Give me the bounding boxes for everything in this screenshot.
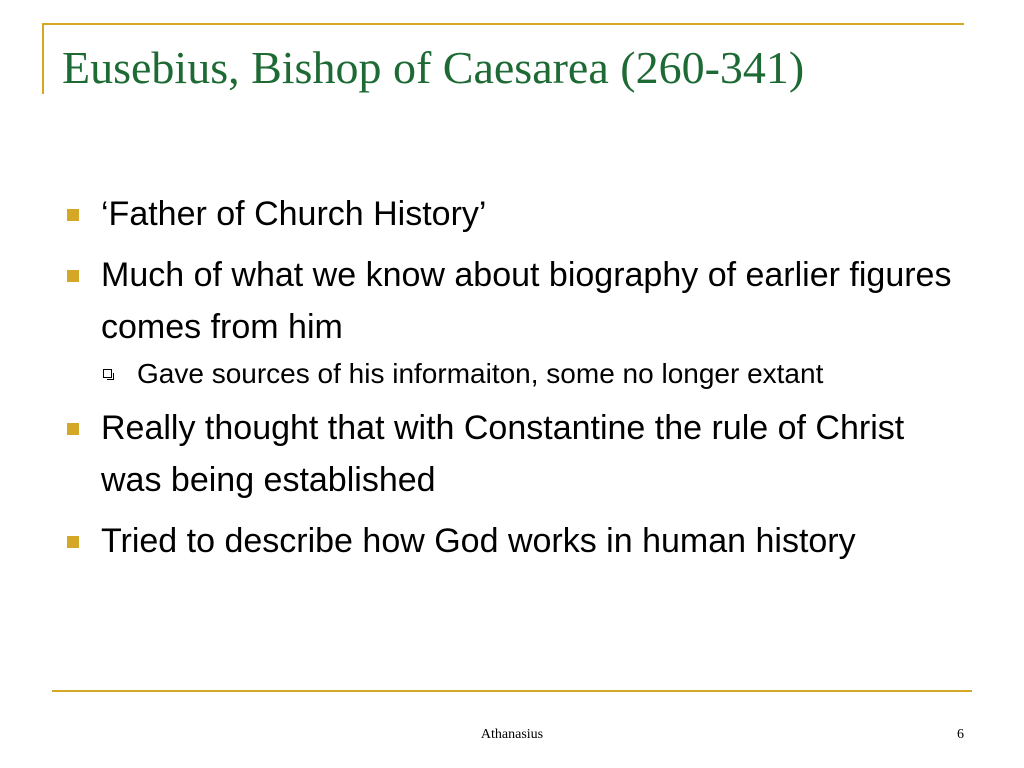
footer-rule	[52, 690, 972, 692]
sub-bullet-text: Gave sources of his informaiton, some no longer extant	[137, 358, 824, 389]
square-bullet-icon	[67, 209, 79, 221]
title-frame-left-rule	[42, 23, 44, 94]
bullet-text: Really thought that with Constantine the rule of Christ was being established	[101, 409, 905, 499]
bullet-item	[62, 188, 962, 240]
hollow-square-bullet-icon	[103, 369, 112, 378]
bullet-text: Much of what we know about biography of earlier figures comes from him	[101, 256, 952, 346]
square-bullet-icon	[67, 536, 79, 548]
bullet-text: ‘Father of Church History’	[101, 195, 487, 233]
sub-bullet-item	[101, 355, 962, 393]
bullet-item	[62, 515, 962, 567]
square-bullet-icon	[67, 270, 79, 282]
bullet-item	[62, 249, 962, 393]
title-frame-top-rule	[42, 23, 964, 25]
bullet-text: Tried to describe how God works in human history	[101, 522, 856, 560]
square-bullet-icon	[67, 423, 79, 435]
bullet-list	[62, 188, 962, 567]
bullet-item	[62, 402, 962, 506]
footer-text: Athanasius	[480, 727, 544, 742]
page-number: 6	[957, 727, 964, 742]
slide-title: Eusebius, Bishop of Caesarea (260-341)	[62, 42, 805, 93]
